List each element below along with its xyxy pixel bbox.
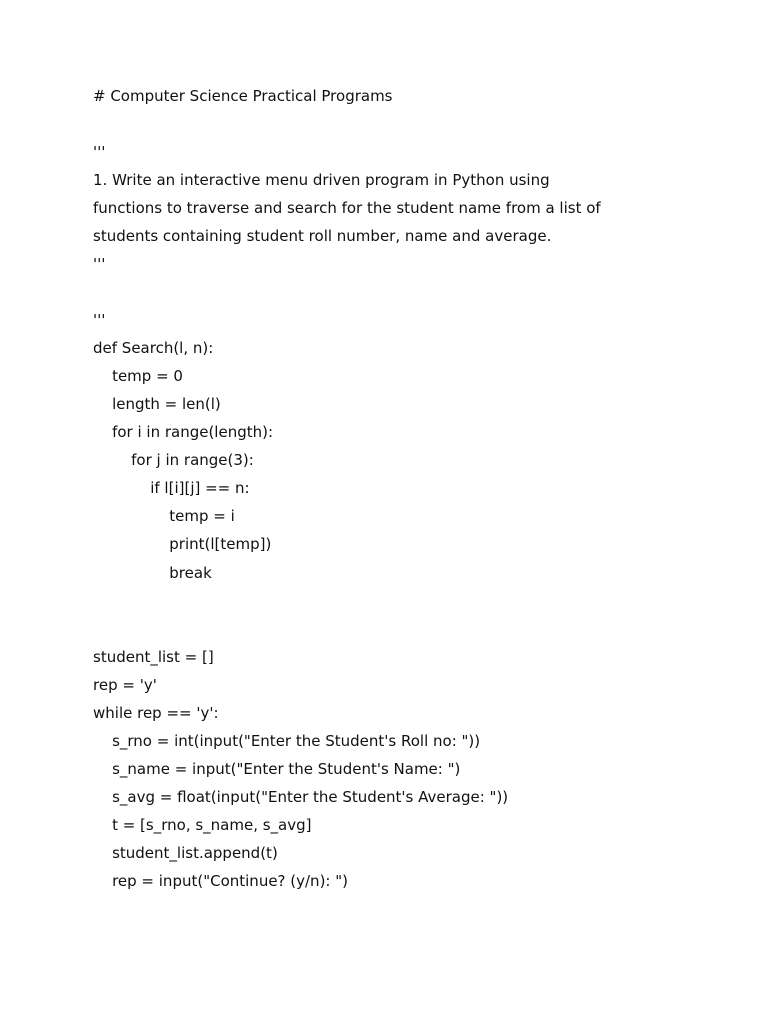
- docstring-open-quote: ''': [93, 311, 106, 329]
- code-line: while rep == 'y':: [93, 704, 219, 722]
- code-line: s_avg = float(input("Enter the Student's Average: ")): [93, 788, 509, 806]
- problem-statement-line: students containing student roll number, name and average.: [93, 227, 552, 245]
- document-heading: # Computer Science Practical Programs: [93, 87, 393, 105]
- code-line: t = [s_rno, s_name, s_avg]: [93, 816, 312, 834]
- code-line: student_list = []: [93, 648, 214, 666]
- code-line: break: [93, 564, 212, 582]
- code-line: if l[i][j] == n:: [93, 479, 250, 497]
- problem-statement-line: 1. Write an interactive menu driven program in Python using: [93, 171, 550, 189]
- docstring-open-quote: ''': [93, 143, 106, 161]
- code-line: rep = input("Continue? (y/n): "): [93, 872, 348, 890]
- code-line: s_rno = int(input("Enter the Student's Roll no: ")): [93, 732, 481, 750]
- code-line: print(l[temp]): [93, 535, 272, 553]
- code-line: for j in range(3):: [93, 451, 254, 469]
- code-line: temp = i: [93, 507, 235, 525]
- code-line: s_name = input("Enter the Student's Name: "): [93, 760, 461, 778]
- code-line: length = len(l): [93, 395, 221, 413]
- problem-statement-line: functions to traverse and search for the student name from a list of: [93, 199, 601, 217]
- code-line: temp = 0: [93, 367, 183, 385]
- code-line: student_list.append(t): [93, 844, 278, 862]
- code-line: for i in range(length):: [93, 423, 274, 441]
- docstring-close-quote: ''': [93, 255, 106, 273]
- code-line: def Search(l, n):: [93, 339, 214, 357]
- code-line: rep = 'y': [93, 676, 157, 694]
